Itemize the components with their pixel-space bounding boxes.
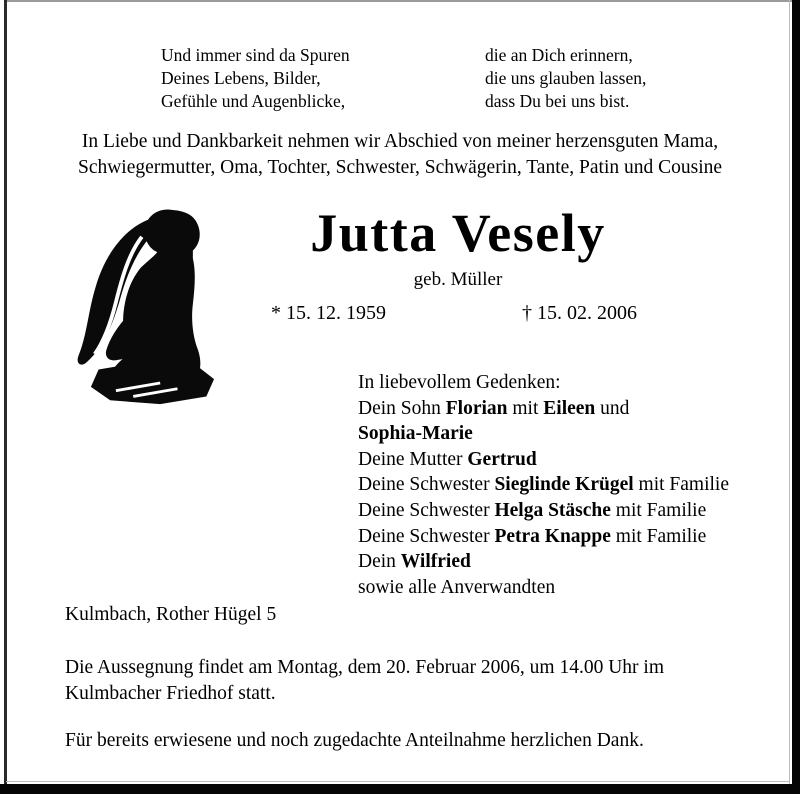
memorial-line (358, 549, 729, 575)
memorial-text: Dein (358, 551, 401, 573)
verse-line: die uns glauben lassen, (485, 68, 647, 88)
memorial-text: mit (507, 397, 544, 419)
ceremony-line: Kulmbacher Friedhof statt. (65, 683, 276, 704)
verse-line: Gefühle und Augenblicke, (161, 91, 346, 111)
memorial-text: Deine Schwester (358, 474, 495, 496)
scan-edge-bottom (0, 784, 800, 794)
verse-line: dass Du bei uns bist. (485, 91, 630, 111)
ceremony-info (65, 655, 664, 707)
verse-line: Deines Lebens, Bilder, (161, 68, 321, 88)
memorial-line (358, 472, 729, 498)
memorial-line (358, 447, 729, 473)
ceremony-line: Die Aussegnung findet am Montag, dem 20. Februar 2006, um 14.00 Uhr im (65, 657, 665, 678)
memorial-text: Deine Schwester (358, 499, 495, 521)
verse-line: Und immer sind da Spuren (161, 45, 350, 65)
memorial-line (358, 575, 729, 601)
deceased-block (235, 205, 681, 325)
address-line: Kulmbach, Rother Hügel 5 (65, 604, 277, 625)
memorial-text: und (595, 397, 630, 419)
memorial-person-name: Sophia-Marie (358, 423, 473, 445)
scan-edge-right-inner (789, 0, 790, 794)
memorial-line (358, 498, 729, 524)
thanks-line: Für bereits erwiesene und noch zugedachte Anteilnahme herzlichen Dank. (65, 730, 644, 751)
memorial-person-name: Petra Knappe (494, 525, 611, 547)
birth-date: * 15. 12. 1959 (271, 302, 386, 324)
memorial-text: mit Familie (610, 525, 707, 547)
memorial-person-name: Sieglinde Krügel (494, 474, 634, 496)
intro-line: Schwiegermutter, Oma, Tochter, Schwester, Schwägerin, Tante, Patin und Cousine (77, 157, 723, 178)
verse-right-column (485, 44, 646, 113)
death-date: † 15. 02. 2006 (522, 302, 637, 324)
farewell-introduction (0, 129, 800, 181)
maiden-name: geb. Müller (413, 269, 503, 290)
memorial-line (358, 370, 729, 396)
memorial-person-name: Gertrud (467, 448, 537, 470)
memorial-person-name: Florian (445, 397, 508, 419)
verse-left-column (161, 44, 350, 113)
memorial-text: Dein Sohn (358, 397, 446, 419)
memorial-text: mit Familie (610, 499, 707, 521)
intro-line: In Liebe und Dankbarkeit nehmen wir Abschied von meiner herzensguten Mama, (81, 131, 719, 152)
memorial-text: In liebevollem Gedenken: (358, 372, 561, 393)
scan-edge-left (4, 0, 7, 794)
memorial-person-name: Eileen (543, 397, 596, 419)
verse-line: die an Dich erinnern, (485, 45, 633, 65)
scan-edge-top (4, 0, 796, 2)
memorial-person-name: Helga Stäsche (494, 499, 611, 521)
memorial-line (358, 396, 729, 422)
memorial-text: Deine Schwester (358, 525, 495, 547)
memorial-text: Deine Mutter (358, 448, 468, 470)
scan-edge-bottom-inner (6, 781, 790, 782)
memorial-text: sowie alle Anverwandten (358, 576, 556, 598)
memorial-line (358, 524, 729, 550)
memorial-line (358, 421, 729, 447)
scan-edge-right (792, 0, 800, 794)
life-dates (235, 302, 681, 325)
deceased-name: Jutta Vesely (310, 203, 606, 263)
mourners-list (358, 370, 729, 600)
memorial-text: mit Familie (633, 474, 730, 496)
mourning-angel-image (50, 206, 228, 408)
memorial-person-name: Wilfried (400, 551, 471, 573)
